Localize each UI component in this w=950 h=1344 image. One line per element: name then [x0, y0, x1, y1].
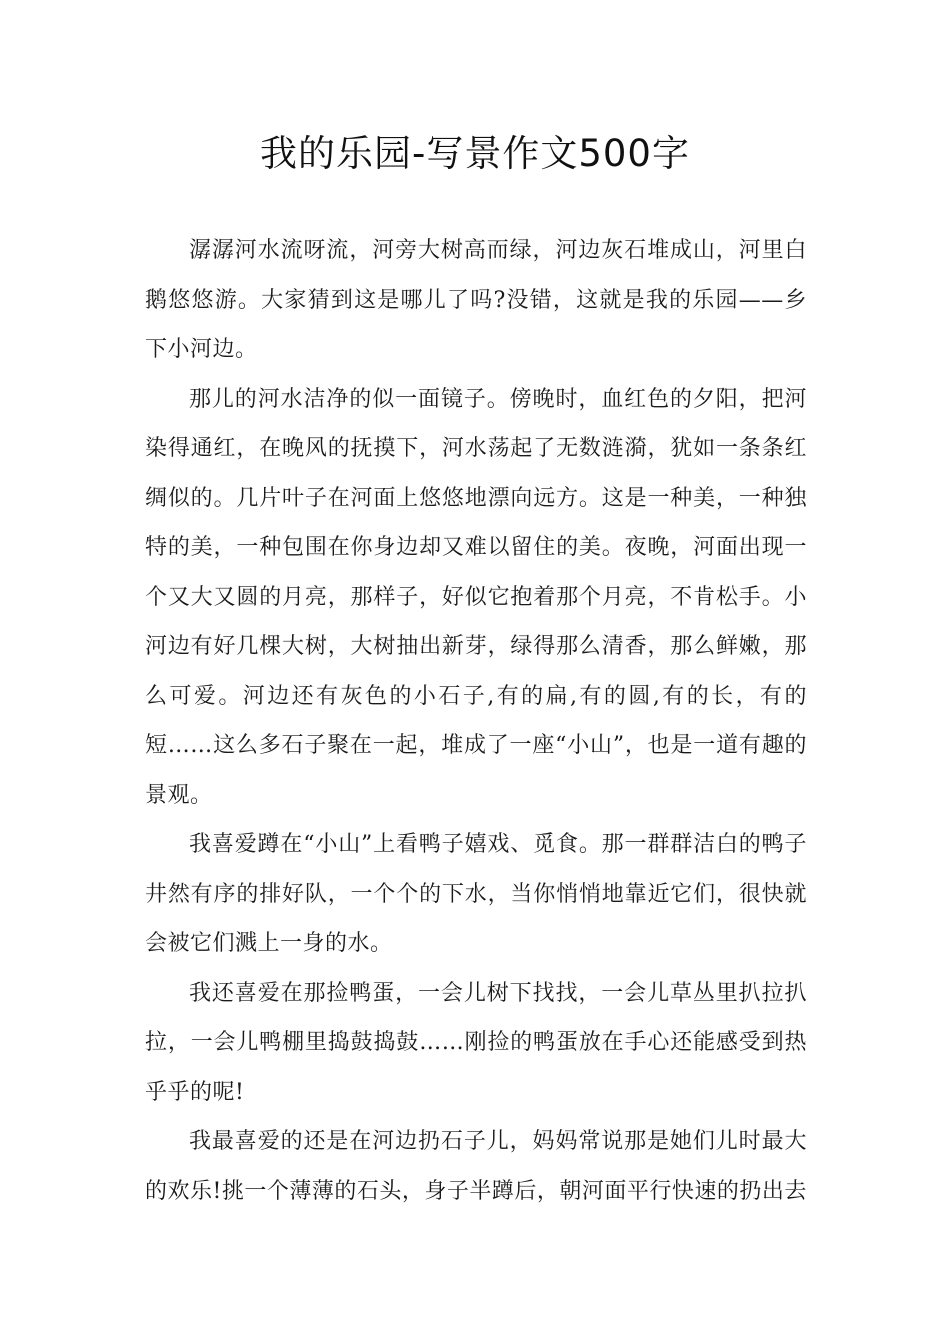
paragraph-1: 潺潺河水流呀流，河旁大树高而绿，河边灰石堆成山，河里白鹅悠悠游。大家猜到这是哪儿了吗?没错，这就是我的乐园——乡下小河边。: [145, 238, 807, 362]
paragraph-2: 那儿的河水洁净的似一面镜子。傍晚时，血红色的夕阳，把河染得通红，在晚风的抚摸下，河水荡起了无数涟漪，犹如一条条红绸似的。几片叶子在河面上悠悠地漂向远方。这是一种美，一种独特的美，一种包围在你身边却又难以留住的美。夜晚，河面出现一个又大又圆的月亮，那样子，好似它抱着那个月亮，不肯松手。小河边有好几棵大树，大树抽出新芽，绿得那么清香，那么鲜嫩，那么可爱。河边还有灰色的小石子,有的扁,有的圆,有的长，有的短……这么多石子聚在一起，堆成了一座“小山”，也是一道有趣的景观。: [145, 386, 807, 808]
paragraph-4: 我还喜爱在那捡鸭蛋，一会儿树下找找，一会儿草丛里扒拉扒拉，一会儿鸭棚里捣鼓捣鼓……刚捡的鸭蛋放在手心还能感受到热乎乎的呢!: [145, 980, 807, 1105]
document-body: [145, 226, 807, 1216]
paragraph-3: 我喜爱蹲在“小山”上看鸭子嬉戏、觅食。那一群群洁白的鸭子井然有序的排好队，一个个的下水，当你悄悄地靠近它们，很快就会被它们溅上一身的水。: [145, 832, 807, 956]
paragraph-5: 我最喜爱的还是在河边扔石子儿，妈妈常说那是她们儿时最大的欢乐!挑一个薄薄的石头，身子半蹲后，朝河面平行快速的扔出去: [145, 1129, 807, 1204]
document-title: 我的乐园-写景作文500字: [260, 132, 690, 175]
